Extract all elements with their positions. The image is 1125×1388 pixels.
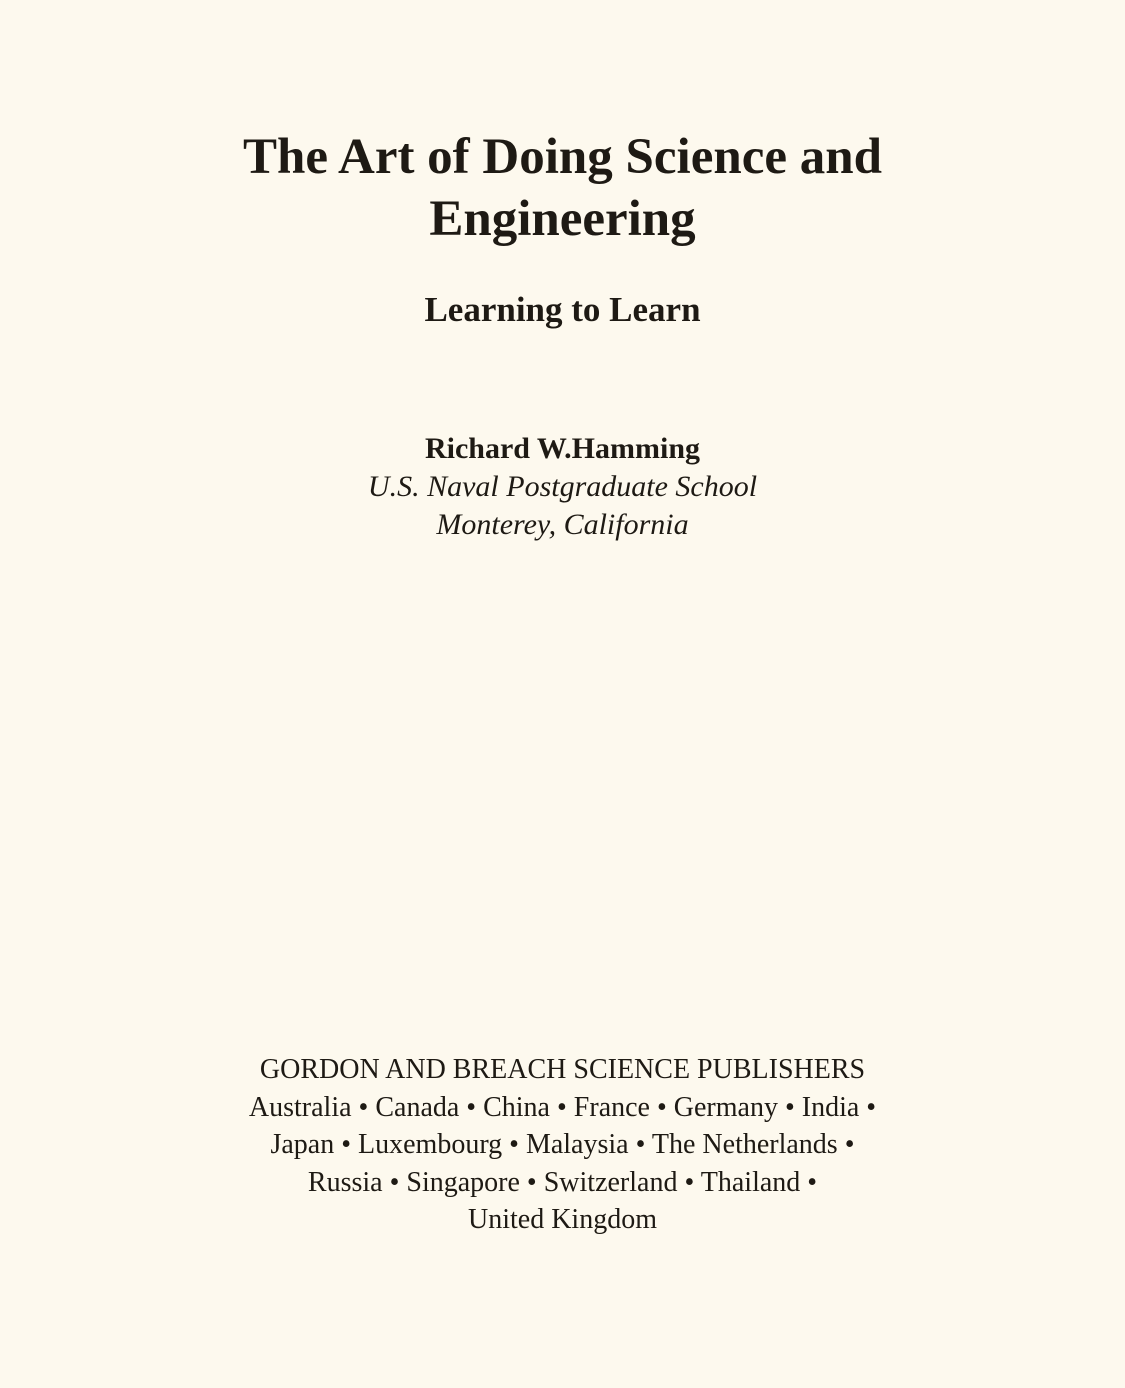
book-title-line-2: Engineering (429, 191, 696, 247)
publisher-locations-line-1: Australia • Canada • China • France • Germany • India • (248, 1091, 877, 1123)
publisher-locations-line-4: United Kingdom (468, 1204, 657, 1235)
book-title (0, 126, 1125, 250)
book-title-line-1: The Art of Doing Science and (243, 129, 882, 185)
publisher-locations-line-3: Russia • Singapore • Switzerland • Thailand • (307, 1166, 818, 1198)
publisher-block (0, 1051, 1125, 1239)
author-name: Richard W.Hamming (424, 432, 701, 465)
author-affiliation-line-1: U.S. Naval Postgraduate School (367, 470, 758, 503)
author-affiliation-line-2: Monterey, California (436, 508, 689, 541)
author-block (0, 430, 1125, 544)
publisher-locations-line-2: Japan • Luxembourg • Malaysia • The Netherlands • (270, 1129, 855, 1160)
book-subtitle: Learning to Learn (424, 290, 701, 329)
publisher-name: GORDON AND BREACH SCIENCE PUBLISHERS (259, 1054, 866, 1085)
